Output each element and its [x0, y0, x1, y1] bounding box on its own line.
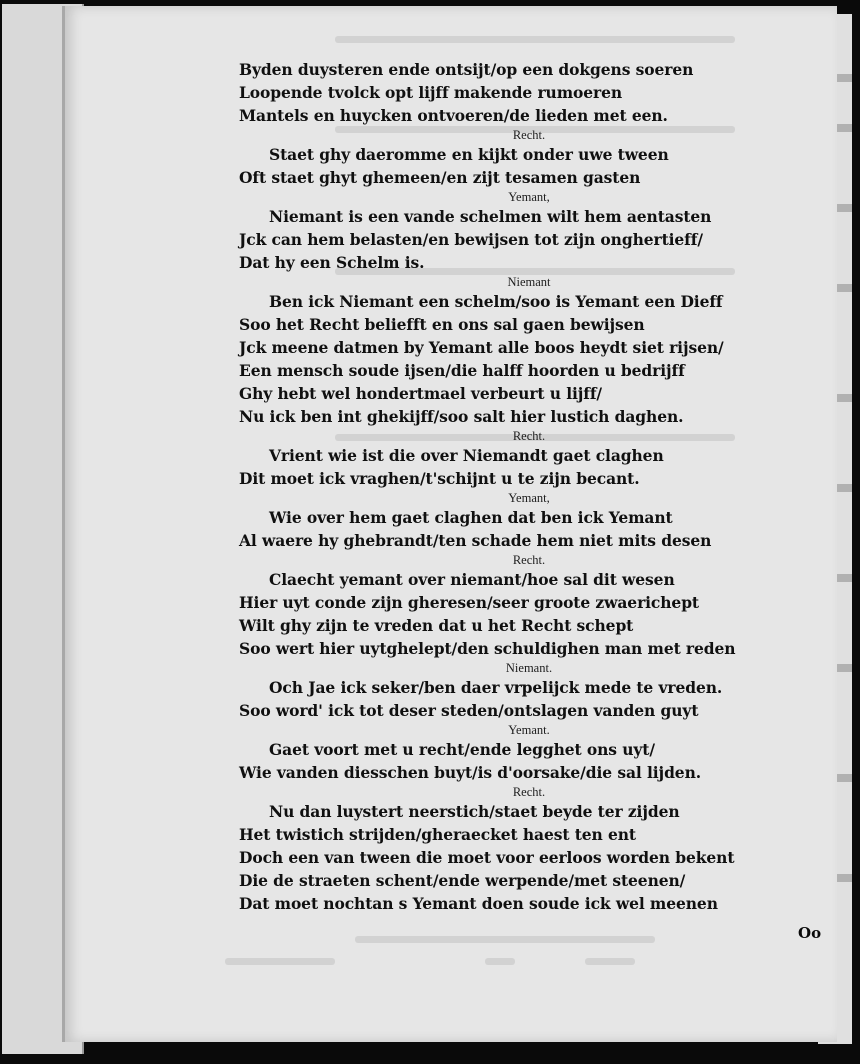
bleed-through-line: [335, 36, 735, 43]
verse-line: Mantels en huycken ontvoeren/de lieden met een.: [239, 106, 668, 125]
speaker-label: Niemant.: [505, 661, 553, 675]
verse-line: Ben ick Niemant een schelm/soo is Yemant een Dieff: [269, 292, 723, 311]
bleed-through-line: [355, 936, 655, 943]
verse-line: Oft staet ghyt ghemeen/en zijt tesamen gasten: [239, 168, 641, 187]
verse-line: Och Jae ick seker/ben daer vrpelijck mede te vreden.: [269, 678, 723, 697]
speaker-label: Yemant,: [508, 491, 550, 505]
verse-line: Wie vanden diesschen buyt/is d'oorsake/die sal lijden.: [239, 763, 702, 782]
bleed-through-line: [225, 958, 335, 965]
verse-line: Soo wert hier uytghelept/den schuldighen man met reden: [239, 639, 736, 658]
verse-line: Staet ghy daeromme en kijkt onder uwe tween: [269, 145, 669, 164]
verse-line: Jck meene datmen by Yemant alle boos heydt siet rijsen/: [239, 338, 724, 357]
verse-line: Vrient wie ist die over Niemandt gaet claghen: [269, 446, 664, 465]
verse-line: Doch een van tween die moet voor eerloos worden bekent: [239, 848, 735, 867]
book-page: [62, 6, 837, 1042]
verse-line: Soo het Recht beliefft en ons sal gaen bewijsen: [239, 315, 645, 334]
speaker-label: Yemant,: [508, 190, 550, 204]
verse-line: Gaet voort met u recht/ende legghet ons uyt/: [269, 740, 655, 759]
bleed-through-line: [585, 958, 635, 965]
verse-line: Ghy hebt wel hondertmael verbeurt u lijff/: [239, 384, 602, 403]
speaker-label: Recht.: [512, 128, 546, 142]
verse-line: Soo word' ick tot deser steden/ontslagen vanden guyt: [239, 701, 699, 720]
verse-line: Niemant is een vande schelmen wilt hem aentasten: [269, 207, 712, 226]
speaker-label: Recht.: [512, 785, 546, 799]
verse-line: Dit moet ick vraghen/t'schijnt u te zijn becant.: [239, 469, 640, 488]
verse-line: Al waere hy ghebrandt/ten schade hem niet mits desen: [239, 531, 712, 550]
verse-line: Nu dan luystert neerstich/staet beyde ter zijden: [269, 802, 680, 821]
verse-line: Claecht yemant over niemant/hoe sal dit wesen: [269, 570, 675, 589]
verse-line: Jck can hem belasten/en bewijsen tot zijn onghertieff/: [239, 230, 703, 249]
verse-line: Die de straeten schent/ende werpende/met steenen/: [239, 871, 686, 890]
verse-line: Loopende tvolck opt lijff makende rumoeren: [239, 83, 622, 102]
verse-line: Byden duysteren ende ontsijt/op een dokgens soeren: [239, 60, 694, 79]
verse-line: Dat moet nochtan s Yemant doen soude ick wel meenen: [239, 894, 718, 913]
speaker-label: Yemant.: [508, 723, 550, 737]
catchword: Oo: [798, 924, 822, 942]
verse-line: Dat hy een Schelm is.: [239, 253, 425, 272]
bleed-through-line: [485, 958, 515, 965]
speaker-label: Recht.: [512, 553, 546, 567]
verse-line: Het twistich strijden/gheraecket haest ten ent: [239, 825, 636, 844]
verse-line: Hier uyt conde zijn gheresen/seer groote zwaerichept: [239, 593, 699, 612]
speaker-label: Niemant: [507, 275, 551, 289]
verse-text: [239, 58, 819, 915]
speaker-label: Recht.: [512, 429, 546, 443]
verse-line: Wie over hem gaet claghen dat ben ick Yemant: [269, 508, 673, 527]
verse-line: Wilt ghy zijn te vreden dat u het Recht schept: [239, 616, 634, 635]
verse-line: Een mensch soude ijsen/die halff hoorden u bedrijff: [239, 361, 685, 380]
verse-line: Nu ick ben int ghekijff/soo salt hier lustich daghen.: [239, 407, 684, 426]
